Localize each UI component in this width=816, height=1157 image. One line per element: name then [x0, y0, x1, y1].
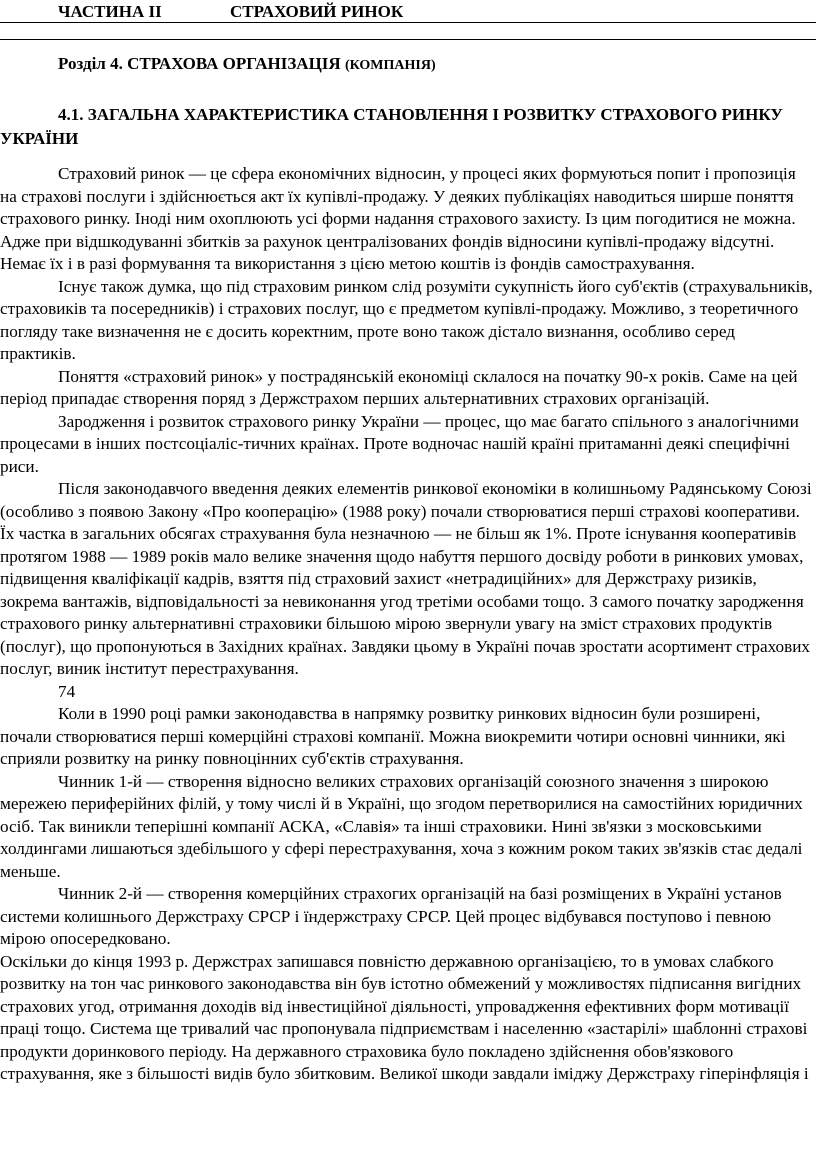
- section-heading: [58, 54, 436, 74]
- header-divider: [0, 39, 816, 40]
- paragraph: Поняття «страховий ринок» у пострадянській економіці склалося на початку 90-х років. Саме на цей період припадає створення поряд з Держстрахом перших альтернативних страхових організацій.: [0, 366, 798, 408]
- paragraph: Оскільки до кінця 1993 р. Держстрах запишався повністю державною організацією, то в умовах слабкого розвитку на тон час ринкового законодавства він був істотно обмежений у можливостях підписання вигідних страхових угод, отримання доходів від інвестиційної діяльності, упровадження ефективних форм мотивації праці тощо. Система ще тривалий час пропонувала підприємствам і населенню «застарілі» шаблонні страхові продукти доринкового періоду. На державного страховика було покладено здійснення обов'язкового страхування, яке з більшості видів було збитковим. Великої шкоди завдали іміджу Держстраху гіперінфляція і: [0, 951, 809, 1083]
- page-number: 74: [58, 681, 76, 701]
- paragraph: Існує також думка, що під страховим ринком слід розуміти сукупність його суб'єктів (страхувальників, страховиків та посередників) і страхових послуг, що є предметом купівлі-продажу. Можливо, з теоретичного погляду таке визначення не є досить коректним, проте воно також дістало визнання, особливо серед практиків.: [0, 276, 813, 363]
- header-part: ЧАСТИНА II: [58, 2, 162, 21]
- subsection-heading: 4.1. ЗАГАЛЬНА ХАРАКТЕРИСТИКА СТАНОВЛЕННЯ І РОЗВИТКУ СТРАХОВОГО РИНКУ УКРАЇНИ: [0, 105, 783, 148]
- body-text: [0, 163, 814, 1086]
- section-title: Розділ 4. СТРАХОВА ОРГАНІЗАЦІЯ: [58, 54, 341, 73]
- running-header: [0, 0, 816, 23]
- paragraph: Зародження і розвиток страхового ринку України — процес, що має багато спільного з аналогічними процесами в інших постсоціаліс-тичних країнах. Проте водночас нашій країні притаманні деякі специфічні риси.: [0, 411, 799, 476]
- paragraph: Чинник 2-й — створення комерційних страхогих організацій на базі розміщених в Україні установ системи колишнього Держстраху СРСР і їндержстраху СРСР. Цей процес відбувався поступово і певною мірою опосередковано.: [0, 884, 782, 948]
- paragraph: Після законодавчого введення деяких елементів ринкової економіки в колишньому Радянському Союзі (особливо з появою Закону «Про кооперацію» (1988 року) почали створюватися перші страхові кооперативи. Їх частка в загальних обсягах страхування була незначною — не більш як 1%. Проте існування кооперативів протягом 1988 — 1989 років мало велике значення щодо набуття першого досвіду роботи в ринкових умовах, підвищення кваліфікації кадрів, взяття під страховий захист «нетрадиційних» для Держстраху ризиків, зокрема вантажів, відповідальності за невиконання угод третіми особами тощо. З самого початку зародження страхового ринку альтернативні страховики більшою мірою звернули увагу на зміст страхових продуктів (послуг), що пропонуються в Західних країнах. Завдяки цьому в Україні почав зростати асортимент страхових послуг, виник інститут перестрахування.: [0, 479, 812, 678]
- paragraph: Страховий ринок — це сфера економічних відносин, у процесі яких формуються попит і пропозиція на страхові послуги і здійснюється акт їх купівлі-продажу. У деяких публікаціях наводиться ширше поняття страхового ринку. Іноді ним охоплюють усі форми надання страхового захисту. Із цим погодитися не можна. Адже при відшкодуванні збитків за рахунок централізованих фондів відносини купівлі-продажу відсутні. Немає їх і в разі формування та використання з цією метою коштів із фондів самострахування.: [0, 164, 796, 273]
- section-subtitle: (КОМПАНІЯ): [344, 58, 436, 73]
- paragraph: Чинник 1-й — створення відносно великих страхових організацій союзного значення з широкою мережею периферійних філій, у тому числі й в Україні, що згодом перетворилися на самостійних юридичних осіб. Так виникли теперішні компанії АСКА, «Славія» та інші страховики. Нині зв'язки з московськими холдингами лишаються здебільшого у сфері перестрахування, хоча з кожним роком таких зв'язків стає дедалі меньше.: [0, 771, 803, 881]
- paragraph: Коли в 1990 році рамки законодавства в напрямку розвитку ринкових відносин були розширені, почали створюватися перші комерційні страхові компанії. Можна виокремити чотири основні чинники, які сприяли розвитку на ринку повноцінних суб'єктів страхування.: [0, 704, 786, 768]
- header-title: СТРАХОВИЙ РИНОК: [230, 2, 404, 21]
